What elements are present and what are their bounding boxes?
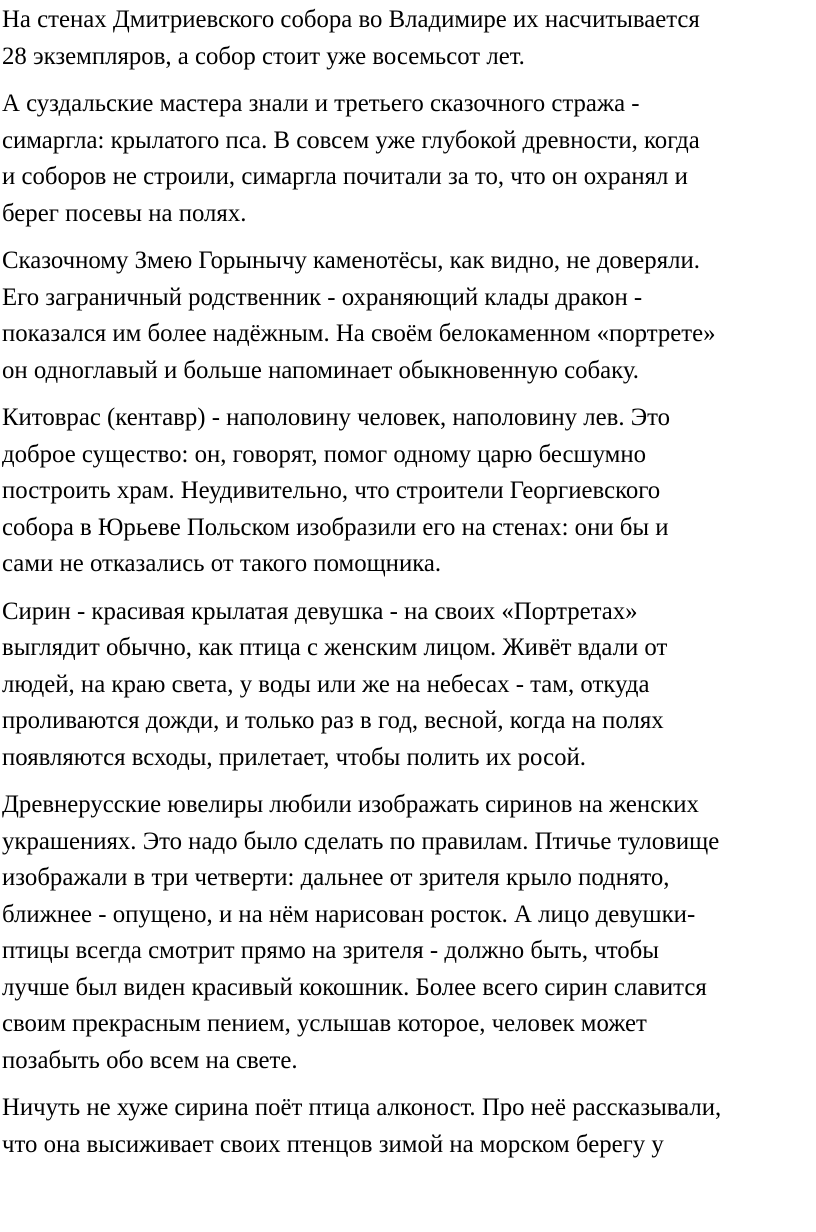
text-line: птицы всегда смотрит прямо на зрителя - должно быть, чтобы (2, 937, 659, 964)
text-line: что она высиживает своих птенцов зимой на морском берегу у (2, 1130, 664, 1158)
text-line: выглядит обычно, как птица с женским лицом. Живёт вдали от (2, 634, 668, 661)
text-line: изображали в три четверти: дальнее от зрителя крыло поднято, (2, 864, 670, 891)
paragraph-3 (2, 243, 808, 389)
text-line: лучше был виден красивый кокошник. Более всего сирин славится (2, 973, 707, 1001)
text-line: симаргла: крылатого пса. В совсем уже глубокой древности, когда (2, 126, 700, 154)
text-line: и соборов не строили, симаргла почитали за то, что он охранял и (2, 163, 688, 190)
text-line: Древнерусские ювелиры любили изображать сиринов на женских (2, 791, 699, 818)
text-line: своим прекрасным пением, услышав которое, человек может (2, 1010, 647, 1037)
text-line: берег посевы на полях. (2, 199, 247, 227)
text-line: Ничуть не хуже сирина поёт птица алконост. Про неё рассказывали, (2, 1094, 722, 1121)
text-line: показался им более надёжным. На своём белокаменном «портрете» (2, 320, 716, 347)
text-line: На стенах Дмитриевского собора во Владимире их насчитывается (2, 6, 700, 33)
text-line: позабыть обо всем на свете. (2, 1046, 298, 1074)
text-line: появляются всходы, прилетает, чтобы полить их росой. (2, 743, 586, 771)
paragraph-4 (2, 400, 808, 583)
text-line: Его заграничный родственник - охраняющий клады дракон - (2, 283, 643, 311)
text-line: доброе существо: он, говорят, помог одному царю бесшумно (2, 440, 647, 468)
text-line: сами не отказались от такого помощника. (2, 550, 442, 577)
paragraph-1 (2, 2, 808, 75)
text-line: он одноглавый и больше напоминает обыкновенную собаку. (2, 356, 639, 384)
paragraph-6 (2, 787, 808, 1079)
text-line: 28 экземпляров, а собор стоит уже восемьсот лет. (2, 42, 525, 70)
text-line: собора в Юрьеве Польском изобразили его на стенах: они бы и (2, 513, 669, 541)
text-line: Сказочному Змею Горынычу каменотёсы, как видно, не доверяли. (2, 247, 700, 274)
text-line: А суздальские мастера знали и третьего сказочного стража - (2, 90, 640, 117)
text-line: людей, на краю света, у воды или же на небесах - там, откуда (2, 670, 650, 698)
paragraph-2 (2, 86, 808, 232)
paragraph-5 (2, 594, 808, 777)
text-line: построить храм. Неудивительно, что строители Георгиевского (2, 477, 661, 504)
text-line: проливаются дожди, и только раз в год, весной, когда на полях (2, 707, 664, 734)
text-line: украшениях. Это надо было сделать по правилам. Птичье туловище (2, 827, 720, 855)
text-line: ближнее - опущено, и на нём нарисован росток. А лицо девушки- (2, 900, 696, 928)
text-line: Китоврас (кентавр) - наполовину человек, наполовину лев. Это (2, 404, 671, 431)
paragraph-7 (2, 1090, 808, 1163)
text-line: Сирин - красивая крылатая девушка - на своих «Портретах» (2, 597, 638, 625)
